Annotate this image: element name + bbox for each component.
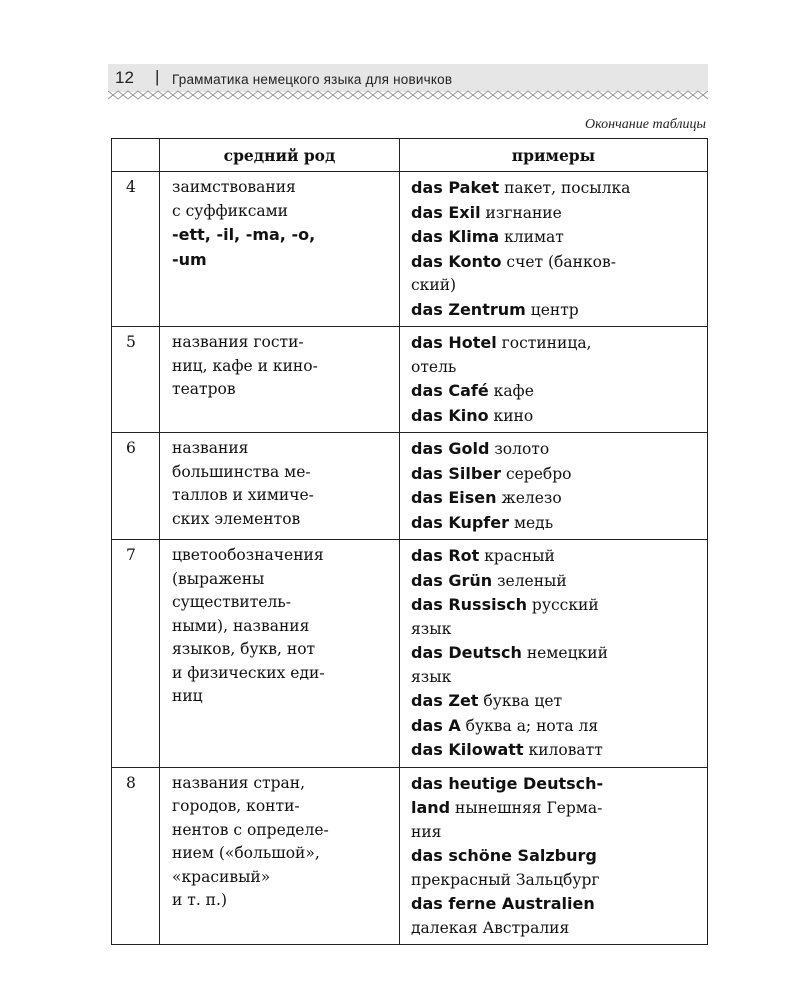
category-description (160, 327, 400, 433)
text-segment: ниц (172, 687, 203, 705)
text-segment: счет (банков- (501, 252, 616, 271)
text-segment: центр (525, 300, 579, 319)
text-line (172, 544, 395, 568)
text-line (172, 795, 395, 819)
text-segment: «красивый» (172, 867, 271, 886)
text-line (411, 486, 703, 511)
text-line (411, 176, 703, 201)
column-header-neuter: средний род (160, 139, 400, 172)
category-description (160, 767, 400, 945)
text-segment: кино (488, 406, 534, 425)
text-line (411, 511, 703, 536)
text-segment: язык (411, 619, 452, 638)
text-segment: немецкий (521, 644, 608, 662)
text-segment: ниц, кафе и кино- (172, 356, 318, 375)
text-line (172, 842, 395, 866)
category-description (160, 433, 400, 540)
german-term: das Kilowatt (411, 740, 524, 759)
text-line (411, 641, 703, 666)
text-segment: названия стран, (172, 773, 306, 792)
text-line (411, 379, 703, 404)
table-row (112, 172, 708, 327)
text-line (172, 685, 395, 709)
text-line (411, 298, 703, 323)
german-term: das Silber (411, 463, 502, 483)
text-segment: русский (526, 596, 599, 614)
text-segment: серебро (501, 464, 572, 483)
text-line (172, 772, 395, 796)
text-line (411, 225, 703, 250)
german-term: das Exil (411, 202, 481, 222)
text-line (172, 591, 395, 615)
text-line (411, 892, 703, 917)
text-line (411, 772, 703, 797)
text-line (172, 638, 395, 662)
text-segment: городов, конти- (172, 797, 300, 815)
text-line (411, 738, 703, 763)
text-line (172, 889, 395, 913)
text-line (172, 615, 395, 639)
category-description (160, 172, 400, 327)
text-segment: зеленый (492, 571, 567, 590)
table-header-row (112, 139, 708, 172)
german-term: land (411, 798, 451, 817)
page-number: 12 (115, 68, 134, 87)
text-segment: нентов с определе- (172, 820, 329, 839)
text-segment: гостиница, (496, 334, 592, 352)
text-line (172, 662, 395, 686)
text-line (411, 666, 703, 690)
text-line (172, 508, 395, 532)
text-segment: (выражены (172, 569, 265, 588)
text-line (411, 821, 703, 845)
german-term: das Zet (411, 691, 479, 710)
table-row (112, 767, 708, 945)
text-segment: язык (411, 667, 452, 686)
text-line (411, 356, 703, 380)
text-segment: ских элементов (172, 509, 301, 528)
german-term: das heutige Deutsch- (411, 773, 604, 793)
text-line (411, 201, 703, 226)
text-segment: буква цет (478, 692, 563, 710)
text-segment: названия гости- (172, 333, 304, 351)
text-line (411, 437, 703, 462)
text-segment: прекрасный Зальцбург (411, 870, 600, 889)
text-segment: отель (411, 357, 457, 376)
table-row (112, 540, 708, 768)
text-segment: с суффиксами (172, 201, 289, 220)
row-number: 8 (112, 767, 160, 945)
text-line (411, 404, 703, 429)
text-line (411, 618, 703, 642)
german-term: das Grün (411, 570, 493, 590)
text-line (172, 223, 395, 248)
text-segment: и т. п.) (172, 891, 227, 909)
text-segment: языков, букв, нот (172, 640, 316, 658)
text-segment: железо (496, 489, 562, 507)
text-line (172, 248, 395, 273)
row-number: 7 (112, 540, 160, 768)
text-segment: изгнание (480, 203, 562, 222)
german-term: das Hotel (411, 333, 497, 352)
german-term: das Klima (411, 227, 500, 246)
text-segment: большинства ме- (172, 462, 311, 481)
text-line (172, 176, 395, 200)
german-term: das Rot (411, 546, 480, 565)
decorative-zigzag-border (108, 90, 708, 100)
german-term: das Konto (411, 251, 502, 271)
column-header-examples: примеры (400, 139, 708, 172)
row-number: 6 (112, 433, 160, 540)
text-line (411, 796, 703, 821)
text-segment: названия (172, 439, 249, 457)
text-line (411, 869, 703, 893)
examples-cell (400, 433, 708, 540)
text-line (172, 866, 395, 890)
text-segment: климат (499, 228, 564, 246)
german-term: das Zentrum (411, 299, 526, 319)
text-line (172, 200, 395, 224)
text-line (172, 461, 395, 485)
text-segment: нынешняя Герма- (450, 799, 603, 817)
text-line (172, 331, 395, 355)
text-line (411, 331, 703, 356)
german-term: das Eisen (411, 488, 497, 507)
text-line (411, 689, 703, 714)
text-segment: цветообозначения (172, 546, 324, 564)
grammar-table (111, 138, 708, 945)
text-segment: киловатт (523, 741, 603, 759)
text-segment: золото (489, 440, 550, 458)
book-title: Грамматика немецкого языка для новичков (172, 72, 453, 87)
text-segment: ния (411, 822, 442, 841)
text-line (172, 568, 395, 592)
text-segment: буква а; нота ля (460, 716, 599, 735)
text-segment: и физических еди- (172, 663, 325, 682)
text-segment: далекая Австралия (411, 918, 570, 937)
text-segment: нием («большой», (172, 844, 320, 862)
examples-cell (400, 540, 708, 768)
text-line (172, 378, 395, 402)
text-line (411, 569, 703, 594)
text-line (411, 593, 703, 618)
text-line (411, 274, 703, 298)
german-term: -ett, -il, -ma, -o, (172, 225, 316, 244)
text-line (411, 250, 703, 275)
german-term: das schöne Salzburg (411, 846, 597, 865)
text-line (172, 437, 395, 461)
examples-cell (400, 327, 708, 433)
text-line (411, 544, 703, 569)
table-continuation-note: Окончание таблицы (585, 117, 706, 132)
table-row (112, 327, 708, 433)
german-term: das Kino (411, 405, 489, 425)
german-term: das Gold (411, 439, 490, 458)
text-segment: пакет, посылка (499, 179, 631, 197)
text-segment: таллов и химиче- (172, 486, 314, 504)
text-segment: театров (172, 380, 236, 398)
german-term: das Russisch (411, 595, 527, 614)
examples-cell (400, 767, 708, 945)
german-term: -um (172, 249, 207, 269)
german-term: das Kupfer (411, 512, 510, 532)
text-line (172, 355, 395, 379)
text-line (411, 714, 703, 739)
text-line (411, 917, 703, 941)
header-separator: | (155, 67, 160, 86)
text-line (411, 844, 703, 869)
examples-cell (400, 172, 708, 327)
german-term: das Café (411, 381, 489, 400)
text-segment: существитель- (172, 593, 291, 611)
row-number: 4 (112, 172, 160, 327)
text-segment: медь (509, 513, 554, 532)
german-term: das Paket (411, 178, 500, 197)
text-segment: ский) (411, 276, 457, 294)
category-description (160, 540, 400, 768)
text-line (411, 462, 703, 487)
text-segment: ными), названия (172, 616, 310, 635)
text-segment: красный (479, 547, 555, 565)
column-header-number (112, 139, 160, 172)
german-term: das A (411, 715, 461, 735)
text-segment: заимствования (172, 178, 296, 196)
german-term: das Deutsch (411, 643, 522, 662)
row-number: 5 (112, 327, 160, 433)
german-term: das ferne Australien (411, 894, 595, 913)
text-line (172, 819, 395, 843)
table-row (112, 433, 708, 540)
text-segment: кафе (488, 382, 534, 400)
text-line (172, 484, 395, 508)
